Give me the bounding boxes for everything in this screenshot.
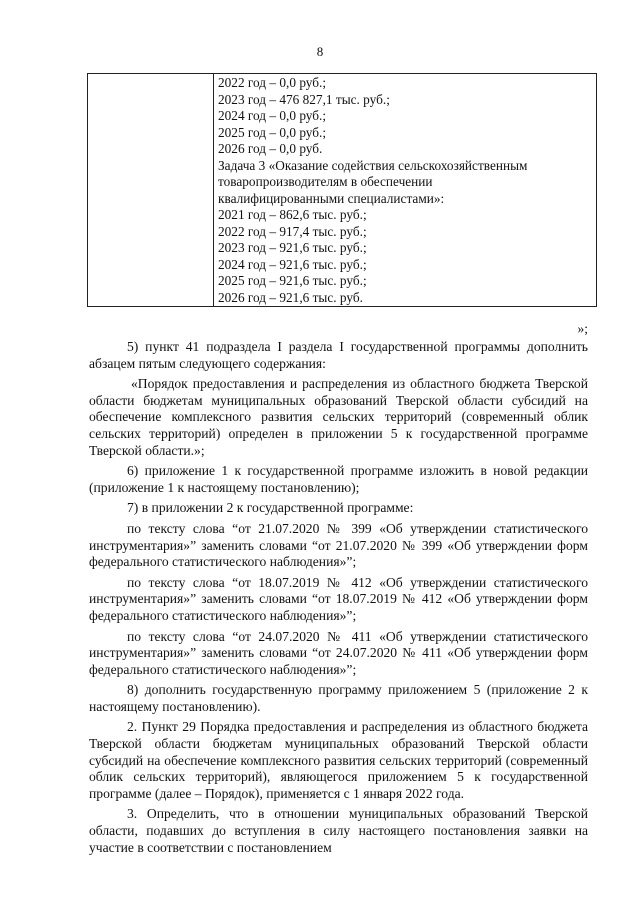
funding-line: 2025 год – 0,0 руб.; xyxy=(218,124,327,140)
paragraph-item-6: 6) приложение 1 к государственной программе изложить в новой редакции (приложение 1 к настоящему постановлению); xyxy=(89,463,588,495)
funding-line: 2023 год – 921,6 тыс. руб.; xyxy=(218,240,367,255)
table-cell-empty xyxy=(88,74,214,307)
paragraph-section-2: 2. Пункт 29 Порядка предоставления и распределения из областного бюджета Тверской области бюджетам муниципальных образований Тверской области субсидий на обеспечение комплексного развития сельских территорий (современный облик сельских территорий), являющегося приложением 5 к государственной программе (далее – Порядок), применяется с 1 января 2022 года. xyxy=(89,719,588,801)
funding-line: 2024 год – 921,6 тыс. руб.; xyxy=(218,256,367,272)
document-body xyxy=(89,339,588,860)
funding-line: 2022 год – 0,0 руб.; xyxy=(218,75,327,90)
paragraph-replacement-412: по тексту слова “от 18.07.2019 № 412 «Об утверждении статистического инструментария»” заменить словами “от 18.07.2019 № 412 «Об утверждении форм федерального статистического наблюдения»”; xyxy=(89,574,588,623)
table-row xyxy=(88,74,597,307)
paragraph-quoted-order: «Порядок предоставления и распределения из областного бюджета Тверской области бюджетам муниципальных образований Тверской области субсидий на обеспечение комплексного развития сельских территорий (современный облик сельских территорий) определен в приложении 5 к государственной программе Тверской области.»; xyxy=(89,376,588,458)
funding-line: 2025 год – 921,6 тыс. руб.; xyxy=(218,273,367,288)
paragraph-replacement-411: по тексту слова “от 24.07.2020 № 411 «Об утверждении статистического инструментария»” заменить словами “от 24.07.2020 № 411 «Об утверждении форм федерального статистического наблюдения»”; xyxy=(89,628,588,677)
closing-quote: »; xyxy=(577,321,588,336)
page-number: 8 xyxy=(316,44,324,59)
budget-table xyxy=(87,73,597,307)
paragraph-item-5: 5) пункт 41 подраздела I раздела I государственной программы дополнить абзацем пятым следующего содержания: xyxy=(89,339,588,371)
task-title-line: Задача 3 «Оказание содействия сельскохозяйственным xyxy=(218,157,528,173)
funding-line: 2023 год – 476 827,1 тыс. руб.; xyxy=(218,91,390,107)
funding-line: 2026 год – 0,0 руб. xyxy=(218,141,323,156)
paragraph-item-7: 7) в приложении 2 к государственной программе: xyxy=(127,500,414,516)
paragraph-section-3: 3. Определить, что в отношении муниципальных образований Тверской области, подавших до вступления в силу настоящего постановления заявки на участие в соответствии с постановлением xyxy=(89,806,588,855)
funding-line: 2026 год – 921,6 тыс. руб. xyxy=(218,289,363,305)
task-title-line: квалифицированными специалистами»: xyxy=(218,190,445,206)
paragraph-item-8: 8) дополнить государственную программу приложением 5 (приложение 2 к настоящему постановлению). xyxy=(89,682,588,714)
funding-line: 2024 год – 0,0 руб.; xyxy=(218,108,327,123)
funding-line: 2022 год – 917,4 тыс. руб.; xyxy=(218,223,367,239)
paragraph-replacement-399: по тексту слова “от 21.07.2020 № 399 «Об утверждении статистического инструментария»” заменить словами “от 21.07.2020 № 399 «Об утверждении форм федерального статистического наблюдения»”; xyxy=(89,520,588,570)
table-cell-funding xyxy=(214,74,597,307)
task-title-line: товаропроизводителям в обеспечении xyxy=(218,174,433,189)
funding-line: 2021 год – 862,6 тыс. руб.; xyxy=(218,207,367,222)
